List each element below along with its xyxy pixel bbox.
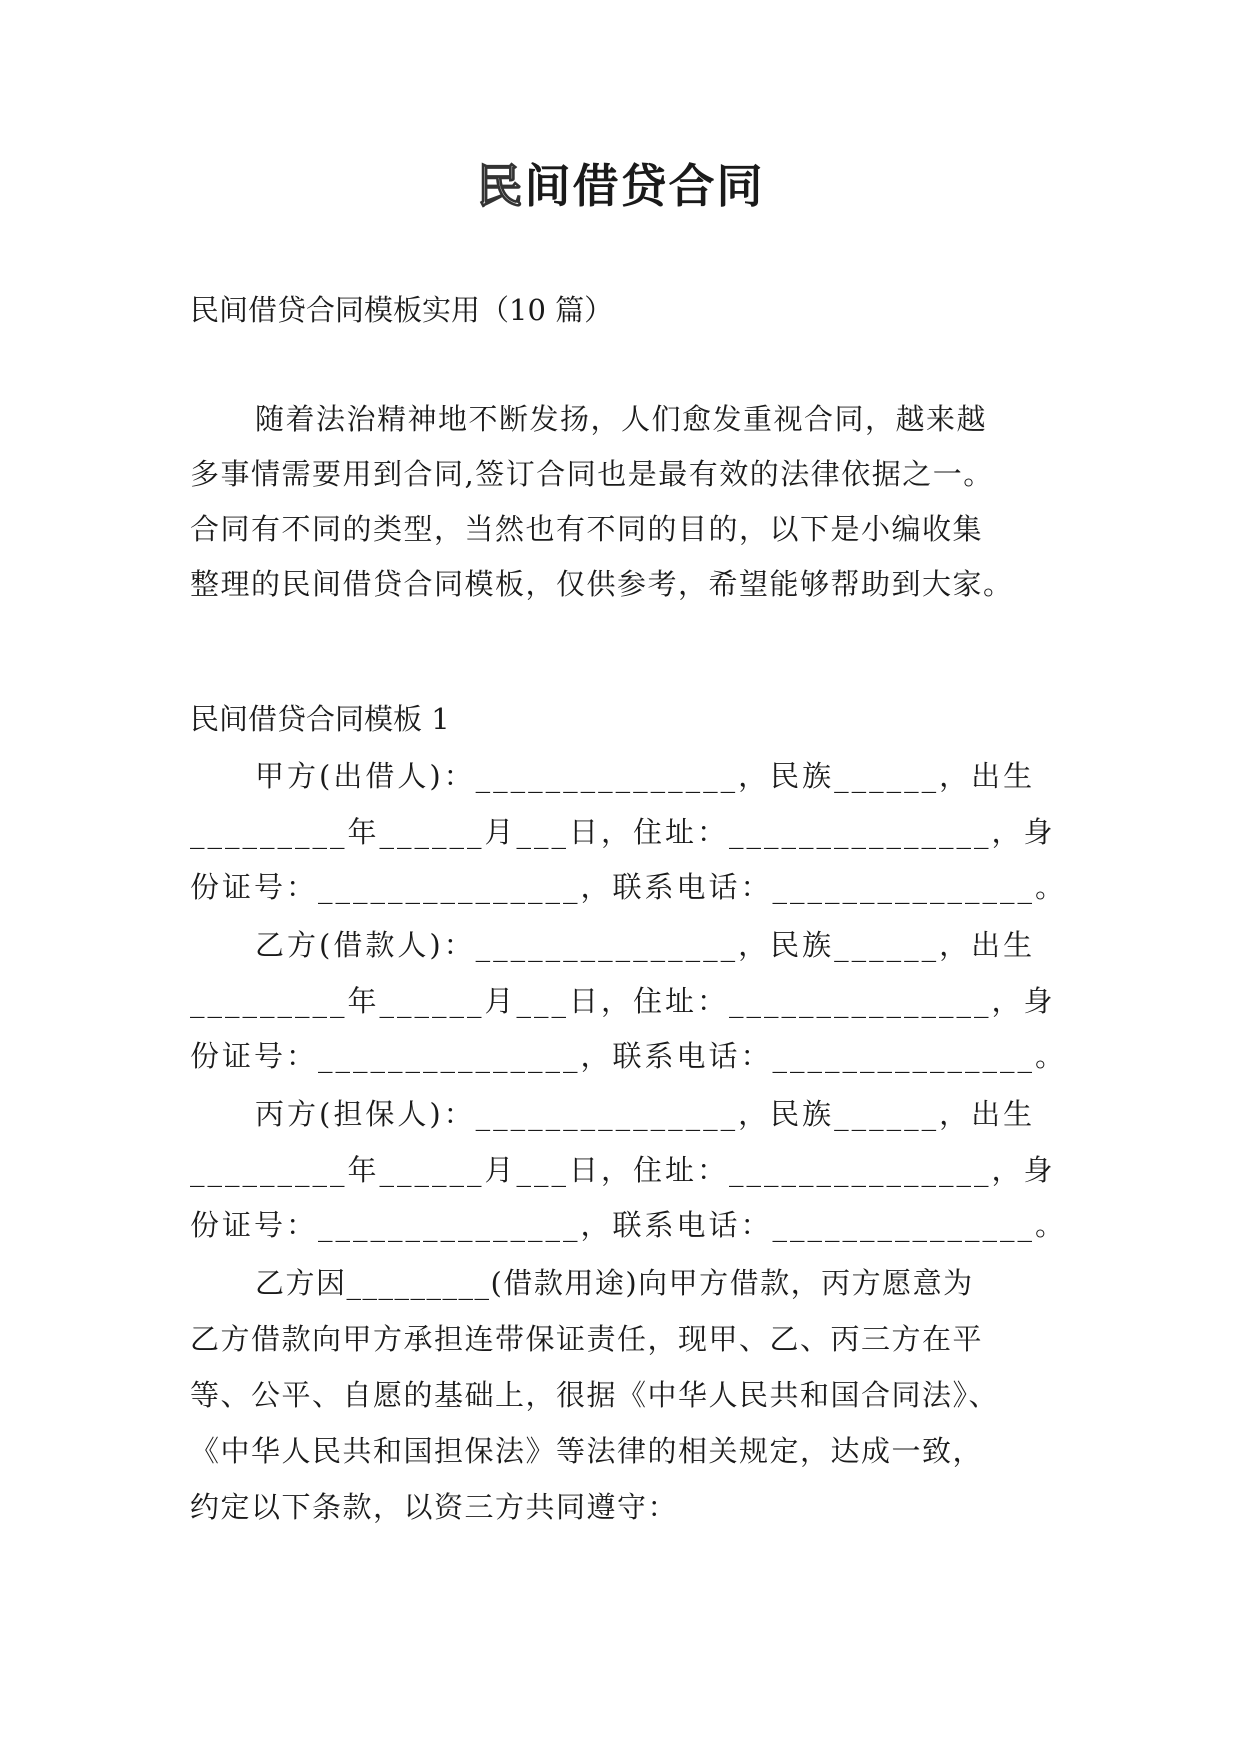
clause-line-4: 《中华人民共和国担保法》等法律的相关规定，达成一致， bbox=[190, 1434, 984, 1468]
party-yi-line-1: 乙方(借款人)：_______________，民族______，出生 bbox=[255, 928, 1036, 962]
party-bing-line-1: 丙方(担保人)：_______________，民族______，出生 bbox=[255, 1097, 1036, 1131]
clause-line-3: 等、公平、自愿的基础上，很据《中华人民共和国合同法》、 bbox=[190, 1378, 1000, 1412]
clause-line-1: 乙方因_________(借款用途)向甲方借款，丙方愿意为 bbox=[255, 1266, 974, 1300]
document-title bbox=[0, 150, 1241, 216]
clause-line-2: 乙方借款向甲方承担连带保证责任，现甲、乙、丙三方在平 bbox=[190, 1322, 984, 1356]
title-first-char: 民 bbox=[476, 159, 525, 213]
intro-line-2: 多事情需要用到合同,签订合同也是最有效的法律依据之一。 bbox=[190, 457, 994, 491]
party-jia-line-1: 甲方(出借人)：_______________，民族______，出生 bbox=[255, 759, 1036, 793]
document-subtitle: 民间借贷合同模板实用（10 篇） bbox=[190, 293, 614, 327]
title-rest: 间借贷合同 bbox=[524, 159, 765, 213]
party-jia-line-3: 份证号：_______________，联系电话：_______________。 bbox=[190, 870, 1068, 904]
party-bing-line-2: _________年______月___日，住址：_______________，身 bbox=[190, 1153, 1056, 1187]
intro-line-3: 合同有不同的类型，当然也有不同的目的，以下是小编收集 bbox=[190, 512, 984, 546]
party-bing-line-3: 份证号：_______________，联系电话：_______________。 bbox=[190, 1208, 1068, 1242]
party-yi-line-3: 份证号：_______________，联系电话：_______________。 bbox=[190, 1039, 1068, 1073]
clause-line-5: 约定以下条款，以资三方共同遵守： bbox=[190, 1490, 679, 1524]
party-jia-line-2: _________年______月___日，住址：_______________，身 bbox=[190, 815, 1056, 849]
party-yi-line-2: _________年______月___日，住址：_______________，身 bbox=[190, 984, 1056, 1018]
intro-line-4: 整理的民间借贷合同模板，仅供参考，希望能够帮助到大家。 bbox=[190, 567, 1014, 601]
section-heading: 民间借贷合同模板 1 bbox=[190, 702, 450, 736]
intro-line-1: 随着法治精神地不断发扬，人们愈发重视合同，越来越 bbox=[255, 402, 988, 436]
